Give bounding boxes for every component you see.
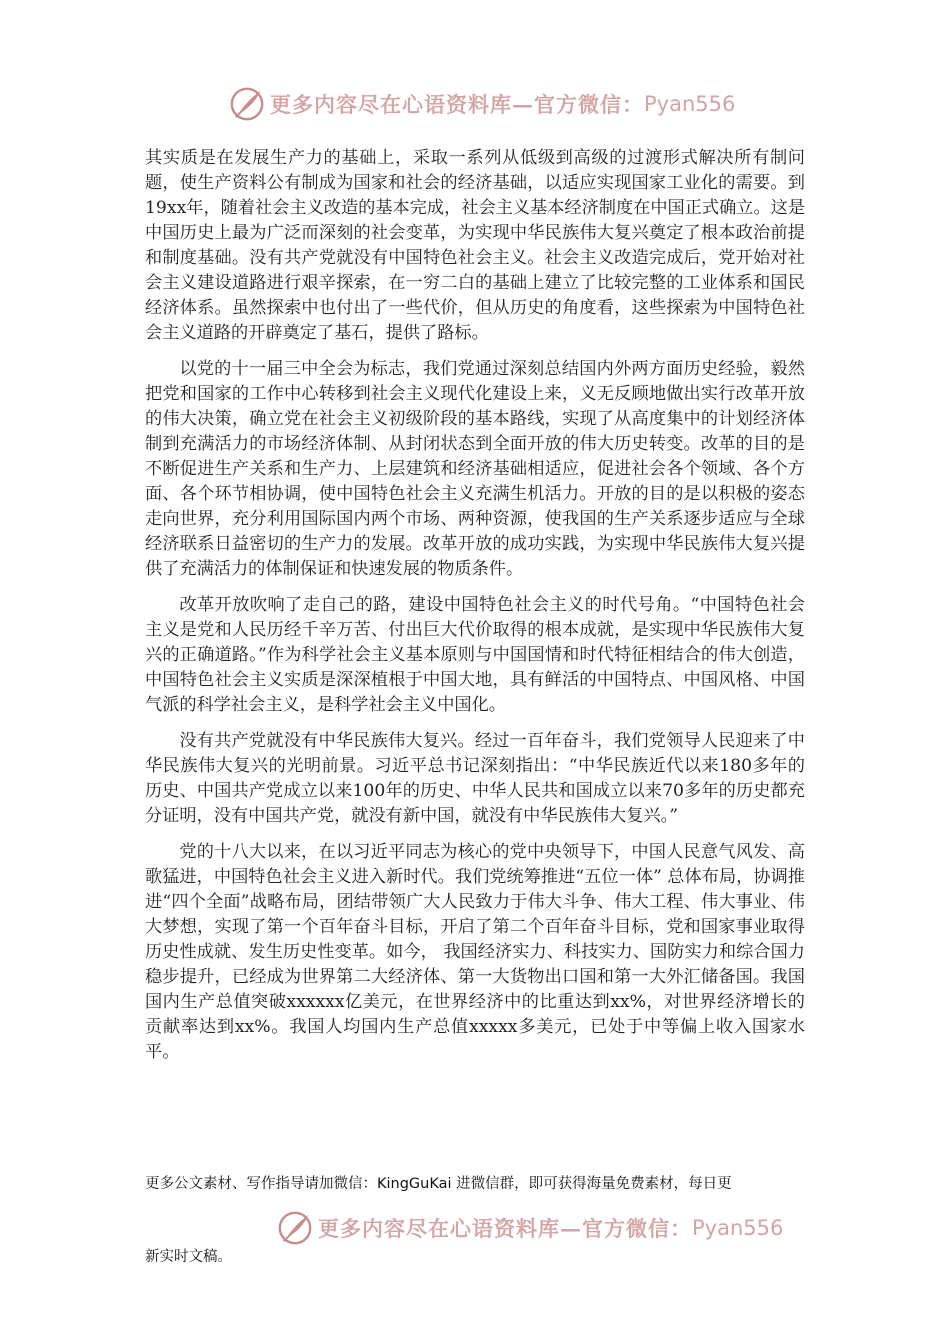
footer-ad-continuation: 新实时文稿。	[145, 1249, 232, 1265]
header-watermark-banner	[0, 82, 950, 126]
banner-wechat-id: Pyan556	[644, 92, 736, 116]
paragraph-4: 没有共产党就没有中华民族伟大复兴。经过一百年奋斗，我们党领导人民迎来了中华民族伟大复兴的光明前景。习近平总书记深刻指出：“中华民族近代以来180多年的历史、中国共产党成立以来100年的历史、中华人民共和国成立以来70多年的历史都充分证明，没有中国共产党，就没有新中国，就没有中华民族伟大复兴。”	[145, 731, 805, 826]
feather-quill-icon	[228, 85, 266, 123]
paragraph-1: 其实质是在发展生产力的基础上，采取一系列从低级到高级的过渡形式解决所有制问题，使生产资料公有制成为国家和社会的经济基础，以适应实现国家工业化的需要。到19xx年，随着社会主义改造的基本完成，社会主义基本经济制度在中国正式确立。这是中国历史上最为广泛而深刻的社会变革，为实现中华民族伟大复兴奠定了根本政治前提和制度基础。没有共产党就没有中国特色社会主义。社会主义改造完成后，党开始对社会主义建设道路进行艰辛探索，在一穷二白的基础上建立了比较完整的工业体系和国民经济体系。虽然探索中也付出了一些代价，但从历史的角度看，这些探索为中国特色社会主义道路的开辟奠定了基石，提供了路标。	[145, 148, 806, 343]
footer-ad-line: 更多公文素材、写作指导请加微信：KingGuKai 进微信群，即可获得海量免费素材，每日更	[145, 1176, 732, 1192]
paragraph-2: 以党的十一届三中全会为标志，我们党通过深刻总结国内外两方面历史经验，毅然把党和国家的工作中心转移到社会主义现代化建设上来，义无反顾地做出实行改革开放的伟大决策，确立党在社会主义初级阶段的基本路线，实现了从高度集中的计划经济体制到充满活力的市场经济体制、从封闭状态到全面开放的伟大历史转变。改革的目的是不断促进生产关系和生产力、上层建筑和经济基础相适应，促进社会各个领域、各个方面、各个环节相协调，使中国特色社会主义充满生机活力。开放的目的是以积极的姿态走向世界，充分利用国际国内两个市场、两种资源，使我国的生产关系逐步适应与全球经济联系日益密切的生产力的发展。改革开放的成功实践，为实现中华民族伟大复兴提供了充满活力的体制保证和快速发展的物质条件。	[145, 359, 805, 579]
document-body	[145, 146, 805, 1076]
feather-quill-icon	[276, 1209, 314, 1247]
footer-watermark-banner	[0, 1206, 950, 1250]
banner-text-bottom: 更多内容尽在心语资料库—官方微信：	[318, 1216, 692, 1241]
banner-group	[228, 82, 735, 126]
banner-wechat-id-bottom: Pyan556	[692, 1216, 784, 1240]
paragraph-5: 党的十八大以来，在以习近平同志为核心的党中央领导下，中国人民意气风发、高歌猛进，中国特色社会主义进入新时代。我们党统筹推进“五位一体” 总体布局，协调推进“四个全面”战略布局，团结带领广大人民致力于伟大斗争、伟大工程、伟大事业、伟大梦想，实现了第一个百年奋斗目标，开启了第二个百年奋斗目标，党和国家事业取得历史性成就、发生历史性变革。如今， 我国经济实力、科技实力、国防实力和综合国力稳步提升，已经成为世界第二大经济体、第一大货物出口国和第一大外汇储备国。我国国内生产总值突破xxxxxx亿美元，在世界经济中的比重达到xx%，对世界经济增长的贡献率达到xx%。我国人均国内生产总值xxxxx多美元，已处于中等偏上收入国家水平。	[145, 842, 805, 1062]
banner-text: 更多内容尽在心语资料库—官方微信：	[270, 92, 644, 117]
paragraph-3: 改革开放吹响了走自己的路，建设中国特色社会主义的时代号角。“中国特色社会主义是党和人民历经千辛万苦、付出巨大代价取得的根本成就，是实现中华民族伟大复兴的正确道路。”作为科学社会主义基本原则与中国国情和时代特征相结合的伟大创造，中国特色社会主义实质是深深植根于中国大地，具有鲜活的中国特点、中国风格、中国气派的科学社会主义，是科学社会主义中国化。	[145, 595, 805, 715]
banner-group-bottom	[276, 1206, 783, 1250]
